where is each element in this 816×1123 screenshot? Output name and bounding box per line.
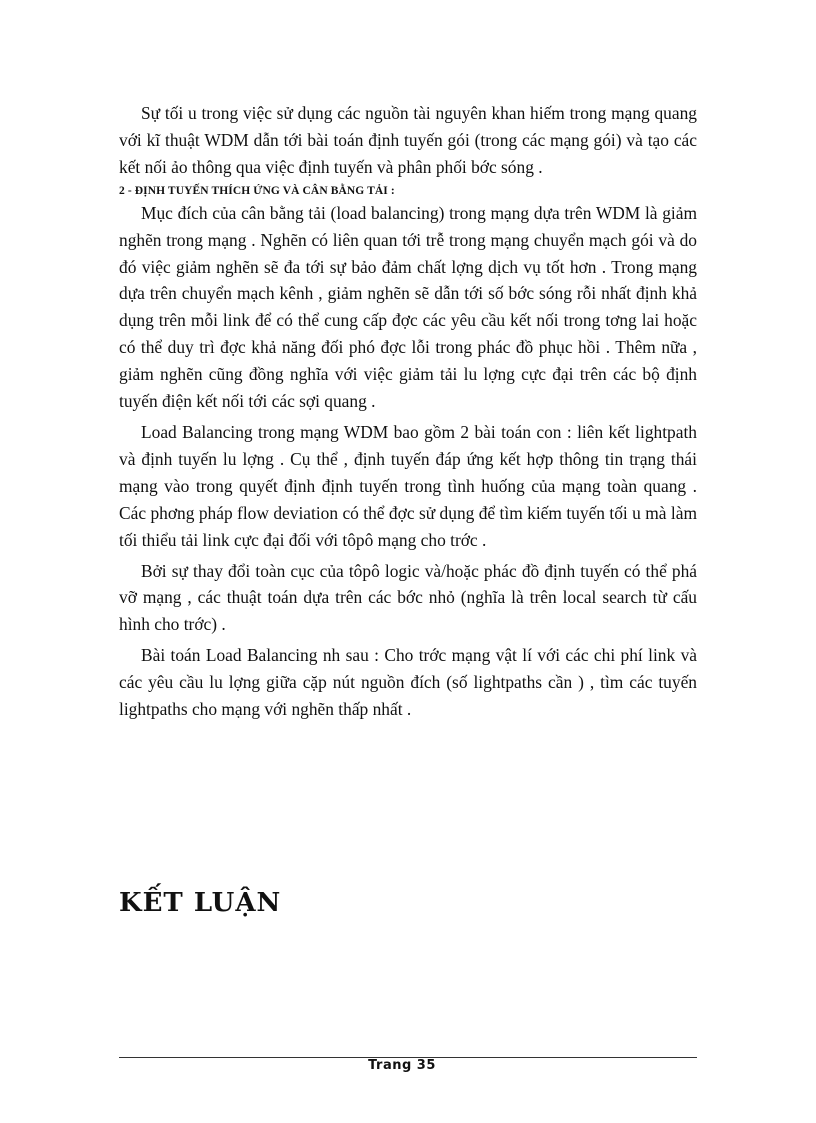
section-heading-routing: 2 - ĐỊNH TUYẾN THÍCH ỨNG VÀ CÂN BẰNG TẢI : — [119, 184, 395, 197]
body-text — [119, 100, 697, 723]
paragraph-load-balancing-purpose: Mục đích của cân bằng tải (load balancing) trong mạng dựa trên WDM là giảm nghẽn trong mạng . Nghẽn có liên quan tới trễ trong mạng chuyển mạch gói và do đó việc giảm nghẽn sẽ đa tới sự bảo đảm chất lợng dịch vụ tốt hơn . Trong mạng dựa trên chuyển mạch kênh , giảm nghẽn sẽ dẫn tới số bớc sóng rỗi nhất định khả dụng trên mỗi link để có thể cung cấp đợc các yêu cầu kết nối trong tơng lai hoặc có thể duy trì đợc khả năng đối phó đợc lỗi trong phác đồ phục hồi . Thêm nữa , giảm nghẽn cũng đồng nghĩa với việc giảm tải lu lợng cực đại trên các bộ định tuyến điện kết nối tới các sợi quang . — [119, 202, 697, 412]
paragraph-topology-change: Bởi sự thay đổi toàn cục của tôpô logic và/hoặc phác đồ định tuyến có thể phá vỡ mạng , các thuật toán dựa trên các bớc nhỏ (nghĩa là trên local search từ cấu hình cho trớc) . — [119, 560, 697, 635]
page-number: Trang 35 — [368, 1058, 436, 1073]
section-title-conclusion: KẾT LUẬN — [119, 888, 282, 918]
paragraph-wdm-optimization: Sự tối u trong việc sử dụng các nguồn tài nguyên khan hiếm trong mạng quang với kĩ thuật WDM dẫn tới bài toán định tuyến gói (trong các mạng gói) và tạo các kết nối ảo thông qua việc định tuyến và phân phối bớc sóng . — [119, 103, 697, 177]
paragraph-problem-statement: Bài toán Load Balancing nh sau : Cho trớc mạng vật lí với các chi phí link và các yêu cầu lu lợng giữa cặp nút nguồn đích (số lightpaths cần ) , tìm các tuyến lightpaths cho mạng với nghẽn thấp nhất . — [119, 645, 697, 720]
paragraph-load-balancing-subproblems: Load Balancing trong mạng WDM bao gồm 2 bài toán con : liên kết lightpath và định tuyến lu lợng . Cụ thể , định tuyến đáp ứng kết hợp thông tin trạng thái mạng vào trong quyết định định tuyến trong tình huống của mạng toàn quang . Các phơng pháp flow deviation có thể đợc sử dụng để tìm kiếm tuyến tối u mà làm tối thiểu tải link cực đại đối với tôpô mạng cho trớc . — [119, 421, 697, 550]
